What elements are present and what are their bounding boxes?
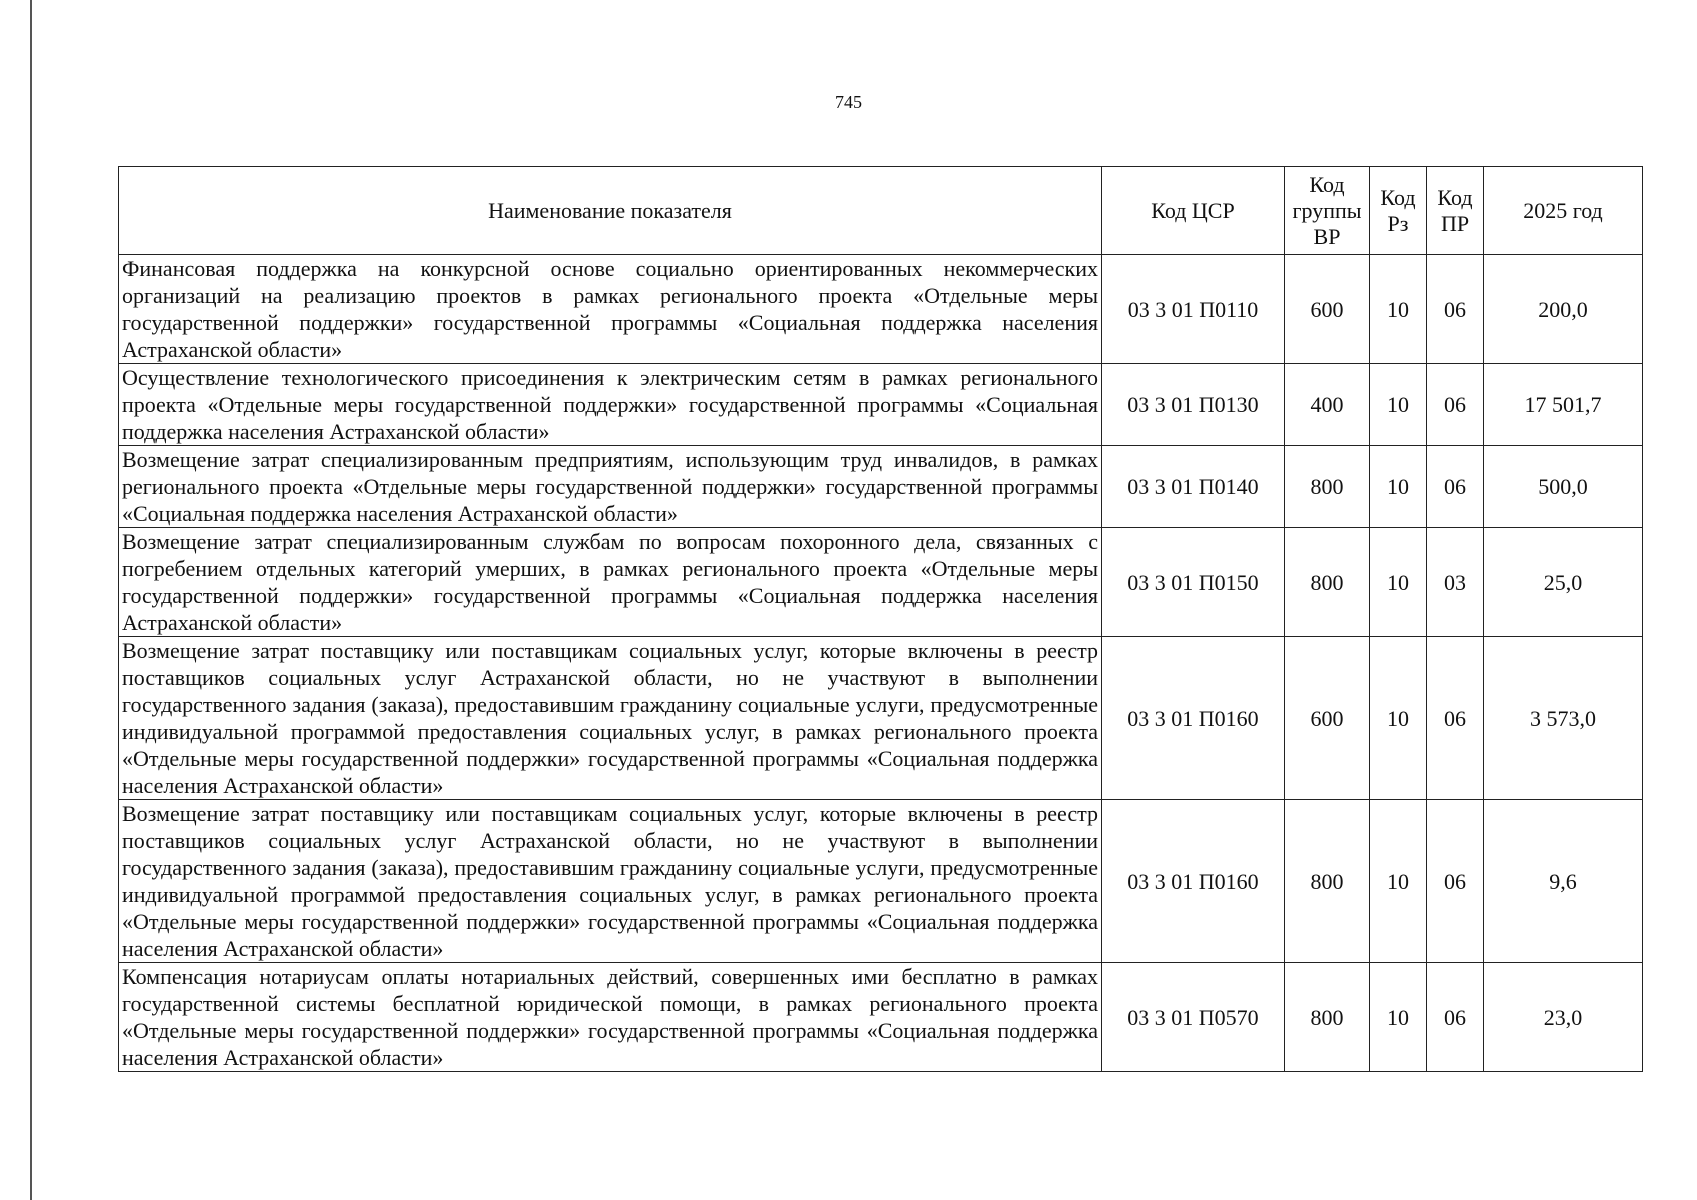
row-vr: 800 bbox=[1285, 528, 1370, 637]
header-vr-line1: Код bbox=[1309, 171, 1345, 197]
row-amount: 500,0 bbox=[1484, 446, 1643, 528]
row-name: Возмещение затрат специализированным предприятиям, использующим труд инвалидов, в рамках регионального проекта «Отдельные меры государственной поддержки» государственной программы «Социальная поддержка населения Астраханской области» bbox=[119, 446, 1102, 528]
page-number: 745 bbox=[835, 92, 862, 112]
table-row bbox=[119, 364, 1643, 446]
row-amount: 9,6 bbox=[1484, 800, 1643, 963]
header-vr bbox=[1285, 167, 1370, 255]
row-vr: 800 bbox=[1285, 446, 1370, 528]
row-pr: 06 bbox=[1427, 255, 1484, 364]
row-pr: 06 bbox=[1427, 963, 1484, 1072]
budget-table bbox=[118, 166, 1643, 1072]
row-name: Возмещение затрат поставщику или поставщикам социальных услуг, которые включены в реестр поставщиков социальных услуг Астраханской области, но не участвуют в выполнении государственного задания (заказа), предоставившим гражданину социальные услуги, предусмотренные индивидуальной программой предоставления социальных услуг, в рамках регионального проекта «Отдельные меры государственной поддержки» государственной программы «Социальная поддержка населения Астраханской области» bbox=[119, 800, 1102, 963]
row-vr: 800 bbox=[1285, 800, 1370, 963]
header-rz bbox=[1370, 167, 1427, 255]
row-rz: 10 bbox=[1370, 446, 1427, 528]
row-csr: 03 3 01 П0150 bbox=[1102, 528, 1285, 637]
binding-margin-line bbox=[30, 0, 32, 1200]
header-vr-line2: группы bbox=[1292, 197, 1362, 223]
row-name: Возмещение затрат специализированным службам по вопросам похоронного дела, связанных с погребением отдельных категорий умерших, в рамках регионального проекта «Отдельные меры государственной поддержки» государственной программы «Социальная поддержка населения Астраханской области» bbox=[119, 528, 1102, 637]
table-row bbox=[119, 637, 1643, 800]
row-pr: 06 bbox=[1427, 364, 1484, 446]
row-rz: 10 bbox=[1370, 963, 1427, 1072]
table-body bbox=[119, 255, 1643, 1072]
row-csr: 03 3 01 П0140 bbox=[1102, 446, 1285, 528]
header-rz-line2: Рз bbox=[1387, 210, 1409, 236]
header-pr-line1: Код bbox=[1437, 184, 1473, 210]
table-row bbox=[119, 800, 1643, 963]
row-csr: 03 3 01 П0160 bbox=[1102, 800, 1285, 963]
row-vr: 400 bbox=[1285, 364, 1370, 446]
table-row bbox=[119, 528, 1643, 637]
row-rz: 10 bbox=[1370, 255, 1427, 364]
row-pr: 06 bbox=[1427, 637, 1484, 800]
row-vr: 600 bbox=[1285, 637, 1370, 800]
row-vr: 800 bbox=[1285, 963, 1370, 1072]
row-csr: 03 3 01 П0130 bbox=[1102, 364, 1285, 446]
header-name: Наименование показателя bbox=[119, 167, 1102, 255]
row-rz: 10 bbox=[1370, 800, 1427, 963]
header-row bbox=[119, 167, 1643, 255]
row-amount: 200,0 bbox=[1484, 255, 1643, 364]
row-amount: 17 501,7 bbox=[1484, 364, 1643, 446]
row-csr: 03 3 01 П0110 bbox=[1102, 255, 1285, 364]
row-name: Осуществление технологического присоединения к электрическим сетям в рамках регионального проекта «Отдельные меры государственной поддержки» государственной программы «Социальная поддержка населения Астраханской области» bbox=[119, 364, 1102, 446]
header-pr-line2: ПР bbox=[1440, 210, 1470, 236]
header-csr: Код ЦСР bbox=[1102, 167, 1285, 255]
row-vr: 600 bbox=[1285, 255, 1370, 364]
header-rz-line1: Код bbox=[1380, 184, 1416, 210]
row-pr: 06 bbox=[1427, 446, 1484, 528]
row-amount: 23,0 bbox=[1484, 963, 1643, 1072]
header-year: 2025 год bbox=[1484, 167, 1643, 255]
row-name: Финансовая поддержка на конкурсной основе социально ориентированных некоммерческих организаций на реализацию проектов в рамках регионального проекта «Отдельные меры государственной поддержки» государственной программы «Социальная поддержка населения Астраханской области» bbox=[119, 255, 1102, 364]
row-name: Компенсация нотариусам оплаты нотариальных действий, совершенных ими бесплатно в рамках государственной системы бесплатной юридической помощи, в рамках регионального проекта «Отдельные меры государственной поддержки» государственной программы «Социальная поддержка населения Астраханской области» bbox=[119, 963, 1102, 1072]
row-amount: 3 573,0 bbox=[1484, 637, 1643, 800]
row-csr: 03 3 01 П0570 bbox=[1102, 963, 1285, 1072]
row-rz: 10 bbox=[1370, 528, 1427, 637]
table-row bbox=[119, 446, 1643, 528]
table-row bbox=[119, 963, 1643, 1072]
table-header bbox=[119, 167, 1643, 255]
row-pr: 03 bbox=[1427, 528, 1484, 637]
header-vr-line3: ВР bbox=[1313, 223, 1341, 249]
row-name: Возмещение затрат поставщику или поставщикам социальных услуг, которые включены в реестр поставщиков социальных услуг Астраханской области, но не участвуют в выполнении государственного задания (заказа), предоставившим гражданину социальные услуги, предусмотренные индивидуальной программой предоставления социальных услуг, в рамках регионального проекта «Отдельные меры государственной поддержки» государственной программы «Социальная поддержка населения Астраханской области» bbox=[119, 637, 1102, 800]
row-amount: 25,0 bbox=[1484, 528, 1643, 637]
row-pr: 06 bbox=[1427, 800, 1484, 963]
table-row bbox=[119, 255, 1643, 364]
row-csr: 03 3 01 П0160 bbox=[1102, 637, 1285, 800]
header-pr bbox=[1427, 167, 1484, 255]
row-rz: 10 bbox=[1370, 637, 1427, 800]
row-rz: 10 bbox=[1370, 364, 1427, 446]
